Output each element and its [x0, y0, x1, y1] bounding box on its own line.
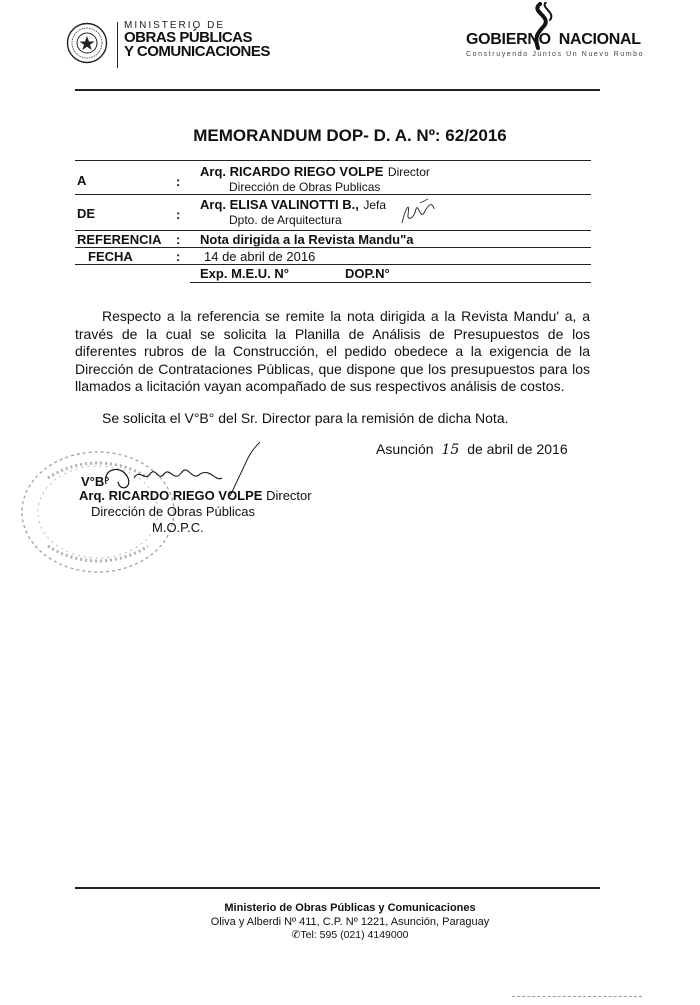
place-date-prefix: Asunción	[376, 441, 434, 457]
table-rule	[75, 194, 591, 195]
date-label: FECHA	[88, 249, 133, 264]
ministry-name-line2: OBRAS PÚBLICAS	[124, 29, 253, 46]
footer-phone-number: Tel: 595 (021) 4149000	[300, 929, 409, 941]
approver-line	[79, 488, 312, 503]
reference-colon: :	[176, 232, 181, 247]
footer-phone	[0, 929, 700, 941]
to-office: Dirección de Obras Publicas	[229, 180, 381, 194]
footer-organization: Ministerio de Obras Públicas y Comunicaciones	[224, 902, 476, 914]
approver-name: Arq. RICARDO RIEGO VOLPE	[79, 488, 263, 503]
from-role: Jefa	[363, 198, 387, 212]
approver-role: Director	[266, 488, 312, 503]
to-recipient	[200, 163, 430, 181]
table-rule-top	[75, 160, 591, 161]
reference-label: REFERENCIA	[77, 232, 162, 247]
approval-request: Se solicita el V°B° del Sr. Director para la remisión de dicha Nota.	[102, 410, 509, 426]
from-office: Dpto. de Arquitectura	[229, 213, 342, 227]
government-slogan: Construyendo Juntos Un Nuevo Rumbo	[466, 51, 645, 58]
table-rule	[75, 264, 591, 265]
government-title	[466, 31, 641, 49]
scan-edge-mark	[512, 996, 642, 997]
header-divider	[117, 22, 118, 68]
date-colon: :	[176, 249, 181, 264]
footer-rule	[75, 887, 600, 889]
exp-number-label: Exp. M.E.U. N°	[200, 266, 289, 281]
memo-title: MEMORANDUM DOP- D. A. Nº: 62/2016	[193, 126, 507, 145]
vob-label: V°B°	[81, 474, 110, 489]
national-seal-icon	[66, 22, 108, 64]
initials-signature	[398, 197, 440, 229]
footer-address: Oliva y Alberdi Nº 411, C.P. Nº 1221, Asunción, Paraguay	[210, 916, 490, 928]
from-label: DE	[77, 206, 96, 221]
to-colon: :	[176, 174, 181, 189]
government-title-left: GOBIERNO	[466, 31, 551, 48]
to-label: A	[77, 173, 87, 188]
header-rule	[75, 89, 600, 91]
to-role: Director	[387, 165, 430, 179]
table-rule-bottom	[190, 282, 591, 283]
place-date	[376, 441, 568, 458]
place-date-day: 15	[441, 442, 460, 458]
ministry-name-line3: Y COMUNICACIONES	[124, 43, 270, 60]
reference-value: Nota dirigida a la Revista Mandu"a	[200, 232, 414, 247]
from-colon: :	[176, 207, 181, 222]
table-rule	[75, 230, 591, 231]
government-title-right: NACIONAL	[558, 31, 641, 48]
ministry-name-line1: MINISTERIO DE	[124, 20, 226, 31]
dop-number-label: DOP.N°	[345, 266, 390, 281]
phone-icon: ✆	[291, 929, 301, 941]
place-date-suffix: de abril de 2016	[467, 441, 568, 457]
approver-org: M.O.P.C.	[152, 520, 204, 535]
approver-office: Dirección de Obras Públicas	[91, 504, 256, 519]
from-sender	[200, 196, 386, 214]
to-name: Arq. RICARDO RIEGO VOLPE	[200, 164, 384, 179]
date-value: 14 de abril de 2016	[204, 249, 316, 264]
from-name: Arq. ELISA VALINOTTI B.,	[200, 197, 359, 212]
memo-body: Respecto a la referencia se remite la nota dirigida a la Revista Mandu' a, a través de la cual se solicita la Planilla de Análisis de Presupuestos de los diferentes rubros de la Construcción, el pedido obedece a la exigencia de la Dirección de Contrataciones Públicas, que dispone que los presupuestos para los llamados a licitación vayan acompañado de sus respectivos análisis de costos.	[75, 308, 590, 395]
table-rule	[75, 247, 591, 248]
